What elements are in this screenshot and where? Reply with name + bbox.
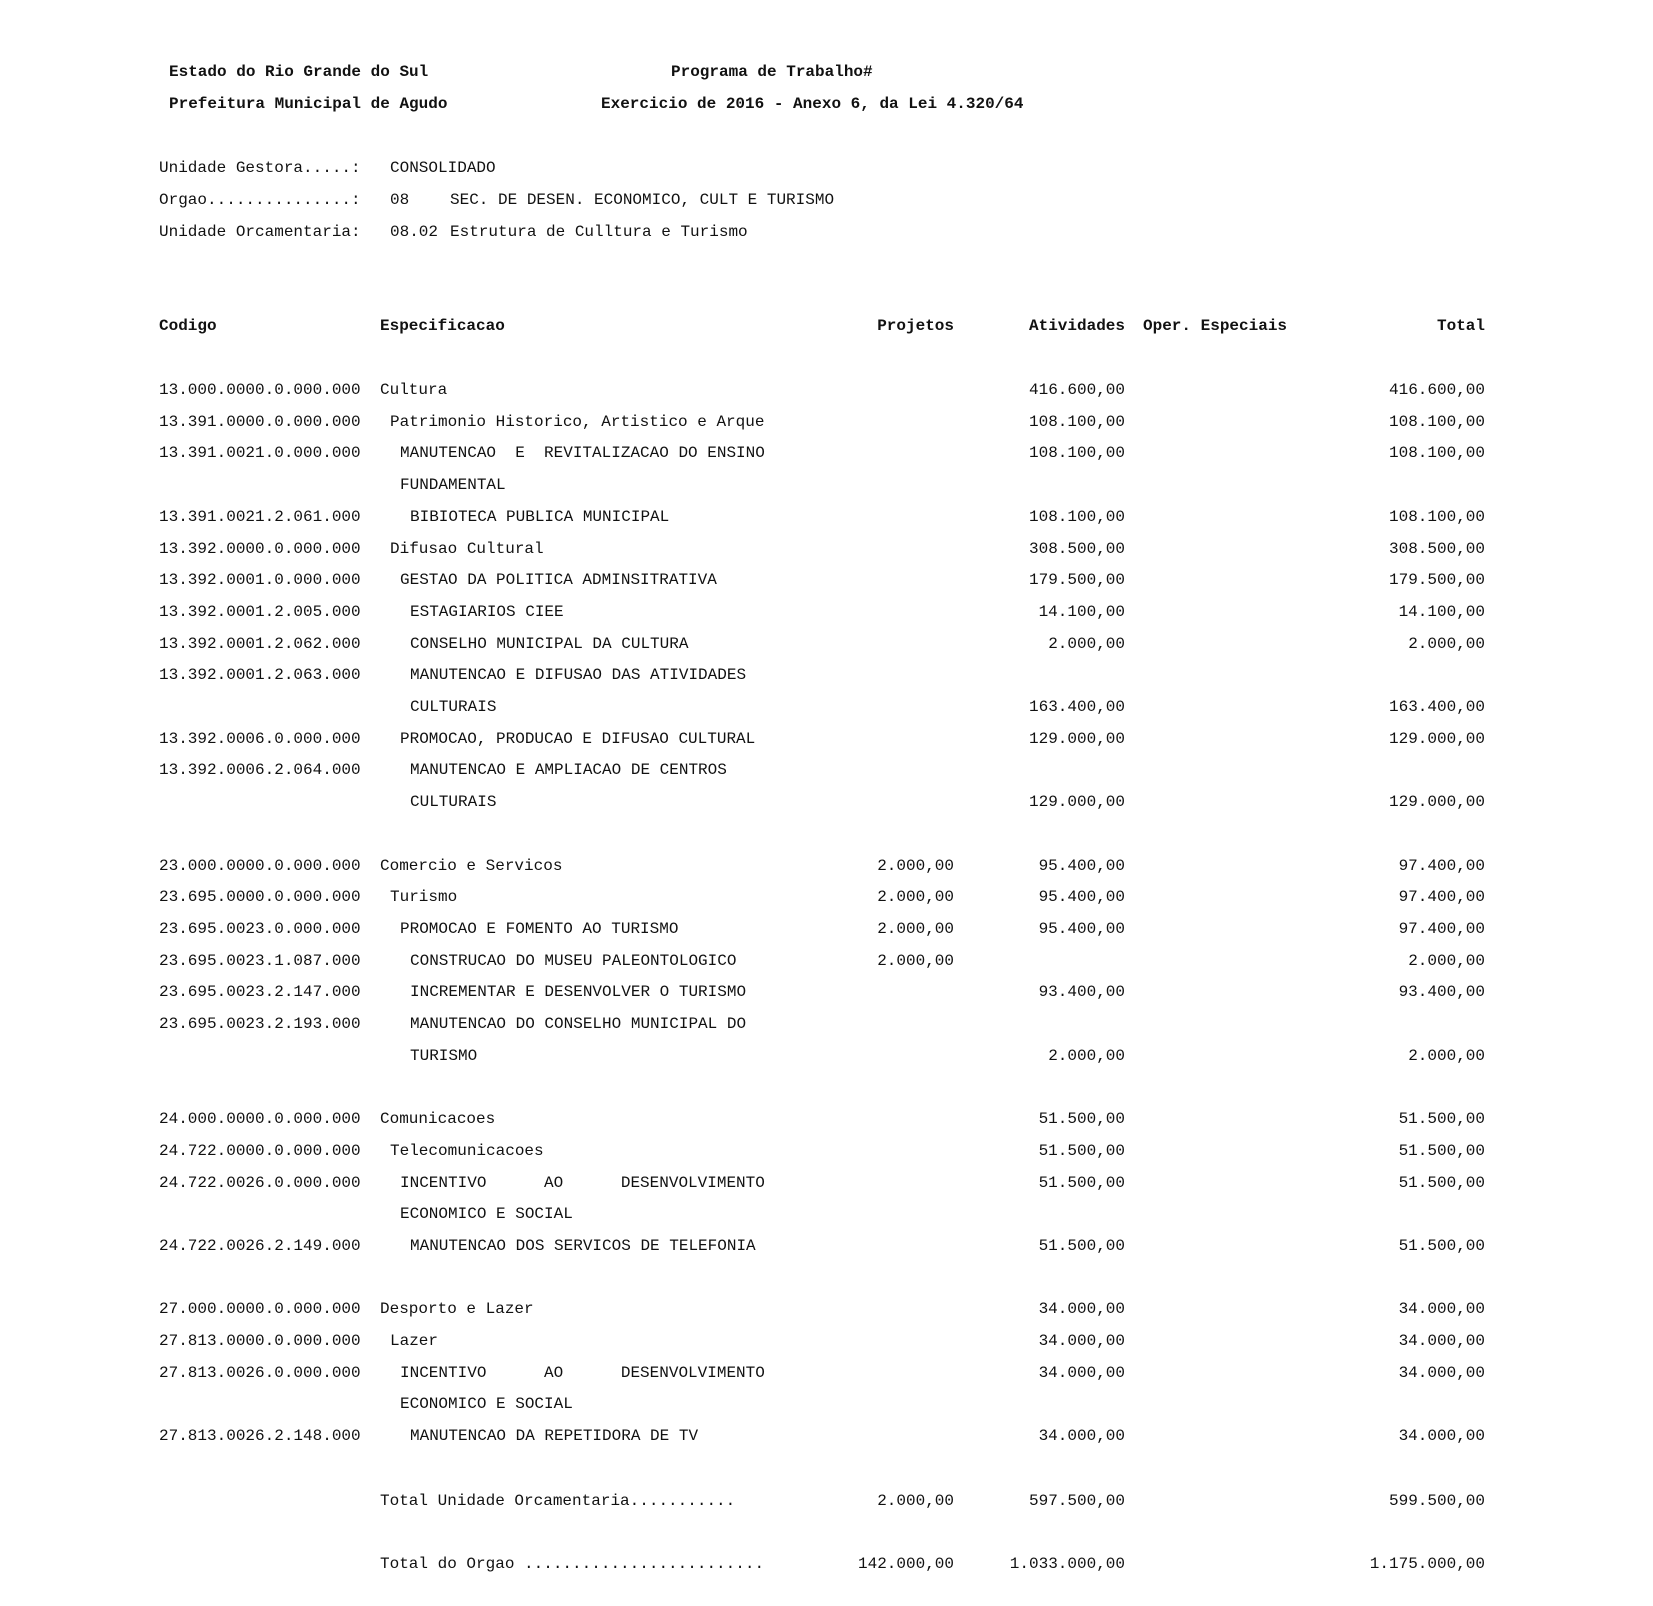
column-header-oper-especiais: Oper. Especiais bbox=[1143, 317, 1288, 335]
column-header-projetos: Projetos bbox=[877, 317, 954, 335]
row-total-value: 34.000,00 bbox=[1398, 1427, 1485, 1446]
total-atividades-value: 597.500,00 bbox=[1028, 1492, 1125, 1510]
info-value-orgao: SEC. DE DESEN. ECONOMICO, CULT E TURISMO bbox=[450, 191, 835, 209]
row-code: 13.391.0000.0.000.000 bbox=[159, 412, 361, 431]
row-total-value: 51.500,00 bbox=[1398, 1110, 1485, 1129]
row-specification: INCREMENTAR E DESENVOLVER O TURISMO bbox=[410, 983, 747, 1002]
row-code: 13.392.0006.2.064.000 bbox=[159, 761, 361, 780]
row-atividades-value: 95.400,00 bbox=[1038, 919, 1125, 938]
header-exercise: Exercicio de 2016 - Anexo 6, da Lei 4.320/64 bbox=[601, 95, 1024, 113]
row-code: 23.695.0023.0.000.000 bbox=[159, 919, 361, 938]
row-specification: ECONOMICO E SOCIAL bbox=[400, 1395, 573, 1414]
info-label-unidade: Unidade Orcamentaria: bbox=[159, 223, 361, 241]
row-specification: MANUTENCAO E REVITALIZACAO DO ENSINO bbox=[400, 444, 765, 463]
column-header-total: Total bbox=[1436, 317, 1485, 335]
header-prefecture: Prefeitura Municipal de Agudo bbox=[169, 95, 448, 113]
row-code: 24.722.0026.2.149.000 bbox=[159, 1236, 361, 1255]
row-total-value: 108.100,00 bbox=[1388, 444, 1485, 463]
row-total-value: 108.100,00 bbox=[1388, 507, 1485, 526]
row-specification: MANUTENCAO DO CONSELHO MUNICIPAL DO bbox=[410, 1015, 747, 1033]
row-specification: CONSELHO MUNICIPAL DA CULTURA bbox=[410, 634, 689, 653]
row-code: 24.000.0000.0.000.000 bbox=[159, 1110, 361, 1129]
row-specification: CONSTRUCAO DO MUSEU PALEONTOLOGICO bbox=[410, 951, 737, 970]
row-total-value: 179.500,00 bbox=[1388, 571, 1485, 590]
row-atividades-value: 108.100,00 bbox=[1028, 507, 1125, 526]
row-total-value: 34.000,00 bbox=[1398, 1300, 1485, 1319]
info-value-unidade: Estrutura de Culltura e Turismo bbox=[450, 223, 748, 241]
row-atividades-value: 108.100,00 bbox=[1028, 444, 1125, 463]
header-program: Programa de Trabalho# bbox=[671, 63, 873, 81]
row-specification: Lazer bbox=[390, 1332, 439, 1350]
row-specification: Telecomunicacoes bbox=[390, 1141, 544, 1160]
row-specification: PROMOCAO E FOMENTO AO TURISMO bbox=[400, 919, 679, 938]
row-atividades-value: 34.000,00 bbox=[1038, 1332, 1125, 1350]
total-label: Total Unidade Orcamentaria........... bbox=[380, 1492, 736, 1510]
total-atividades-value: 1.033.000,00 bbox=[1009, 1555, 1125, 1573]
row-specification: CULTURAIS bbox=[410, 698, 497, 716]
row-total-value: 2.000,00 bbox=[1408, 951, 1485, 970]
row-specification: GESTAO DA POLITICA ADMINSITRATIVA bbox=[400, 571, 717, 590]
column-header-atividades: Atividades bbox=[1028, 317, 1125, 335]
row-total-value: 108.100,00 bbox=[1388, 412, 1485, 431]
row-atividades-value: 95.400,00 bbox=[1038, 856, 1125, 875]
row-atividades-value: 51.500,00 bbox=[1038, 1173, 1125, 1192]
row-specification: Comercio e Servicos bbox=[380, 856, 563, 875]
row-atividades-value: 34.000,00 bbox=[1038, 1300, 1125, 1319]
row-atividades-value: 51.500,00 bbox=[1038, 1141, 1125, 1160]
row-code: 23.695.0023.2.147.000 bbox=[159, 983, 361, 1002]
row-code: 13.391.0021.0.000.000 bbox=[159, 444, 361, 463]
row-code: 13.392.0001.2.062.000 bbox=[159, 634, 361, 653]
row-total-value: 34.000,00 bbox=[1398, 1363, 1485, 1382]
column-header-codigo: Codigo bbox=[159, 317, 217, 335]
row-atividades-value: 51.500,00 bbox=[1038, 1110, 1125, 1129]
info-value-gestora: CONSOLIDADO bbox=[390, 159, 496, 177]
row-total-value: 129.000,00 bbox=[1388, 729, 1485, 748]
row-specification: PROMOCAO, PRODUCAO E DIFUSAO CULTURAL bbox=[400, 729, 756, 748]
total-projetos-value: 2.000,00 bbox=[877, 1492, 954, 1510]
row-total-value: 97.400,00 bbox=[1398, 888, 1485, 907]
row-specification: CULTURAIS bbox=[410, 793, 497, 812]
row-atividades-value: 416.600,00 bbox=[1028, 381, 1125, 399]
row-atividades-value: 34.000,00 bbox=[1038, 1427, 1125, 1446]
row-code: 13.392.0000.0.000.000 bbox=[159, 539, 361, 558]
row-specification: Cultura bbox=[380, 381, 448, 399]
row-atividades-value: 2.000,00 bbox=[1048, 634, 1125, 653]
row-total-value: 97.400,00 bbox=[1398, 856, 1485, 875]
info-code-orgao: 08 bbox=[390, 191, 410, 209]
row-code: 13.391.0021.2.061.000 bbox=[159, 507, 361, 526]
header-state: Estado do Rio Grande do Sul bbox=[169, 63, 429, 81]
row-code: 27.813.0026.0.000.000 bbox=[159, 1363, 361, 1382]
row-total-value: 93.400,00 bbox=[1398, 983, 1485, 1002]
row-specification: Difusao Cultural bbox=[390, 539, 544, 558]
column-header-especificacao: Especificacao bbox=[380, 317, 505, 335]
row-specification: MANUTENCAO E AMPLIACAO DE CENTROS bbox=[410, 761, 727, 780]
total-total-value: 1.175.000,00 bbox=[1369, 1555, 1485, 1573]
row-specification: ESTAGIARIOS CIEE bbox=[410, 602, 564, 621]
row-projetos-value: 2.000,00 bbox=[877, 888, 954, 907]
row-atividades-value: 308.500,00 bbox=[1028, 539, 1125, 558]
row-specification: INCENTIVO AO DESENVOLVIMENTO bbox=[400, 1363, 765, 1382]
info-code-unidade: 08.02 bbox=[390, 223, 439, 241]
row-specification: MANUTENCAO DOS SERVICOS DE TELEFONIA bbox=[410, 1236, 756, 1255]
row-total-value: 14.100,00 bbox=[1398, 602, 1485, 621]
row-atividades-value: 14.100,00 bbox=[1038, 602, 1125, 621]
row-total-value: 2.000,00 bbox=[1408, 634, 1485, 653]
row-code: 13.392.0001.2.063.000 bbox=[159, 666, 361, 685]
total-label: Total do Orgao ......................... bbox=[380, 1555, 765, 1573]
row-total-value: 51.500,00 bbox=[1398, 1141, 1485, 1160]
row-specification: BIBIOTECA PUBLICA MUNICIPAL bbox=[410, 507, 670, 526]
row-code: 23.000.0000.0.000.000 bbox=[159, 856, 361, 875]
row-code: 23.695.0023.2.193.000 bbox=[159, 1015, 361, 1033]
row-atividades-value: 93.400,00 bbox=[1038, 983, 1125, 1002]
row-code: 24.722.0000.0.000.000 bbox=[159, 1141, 361, 1160]
row-atividades-value: 51.500,00 bbox=[1038, 1236, 1125, 1255]
row-atividades-value: 163.400,00 bbox=[1028, 698, 1125, 716]
row-specification: INCENTIVO AO DESENVOLVIMENTO bbox=[400, 1173, 765, 1192]
total-projetos-value: 142.000,00 bbox=[857, 1555, 954, 1573]
row-specification: Desporto e Lazer bbox=[380, 1300, 534, 1319]
row-total-value: 51.500,00 bbox=[1398, 1173, 1485, 1192]
row-specification: FUNDAMENTAL bbox=[400, 476, 506, 495]
row-atividades-value: 129.000,00 bbox=[1028, 729, 1125, 748]
row-total-value: 34.000,00 bbox=[1398, 1332, 1485, 1350]
row-code: 27.813.0026.2.148.000 bbox=[159, 1427, 361, 1446]
row-code: 23.695.0023.1.087.000 bbox=[159, 951, 361, 970]
total-total-value: 599.500,00 bbox=[1388, 1492, 1485, 1510]
row-code: 13.000.0000.0.000.000 bbox=[159, 381, 361, 399]
row-total-value: 129.000,00 bbox=[1388, 793, 1485, 812]
row-atividades-value: 179.500,00 bbox=[1028, 571, 1125, 590]
row-specification: MANUTENCAO DA REPETIDORA DE TV bbox=[410, 1427, 699, 1446]
row-code: 13.392.0001.2.005.000 bbox=[159, 602, 361, 621]
row-code: 13.392.0006.0.000.000 bbox=[159, 729, 361, 748]
row-code: 27.000.0000.0.000.000 bbox=[159, 1300, 361, 1319]
row-total-value: 2.000,00 bbox=[1408, 1046, 1485, 1065]
row-projetos-value: 2.000,00 bbox=[877, 919, 954, 938]
row-total-value: 308.500,00 bbox=[1388, 539, 1485, 558]
row-code: 23.695.0000.0.000.000 bbox=[159, 888, 361, 907]
row-code: 24.722.0026.0.000.000 bbox=[159, 1173, 361, 1192]
row-atividades-value: 129.000,00 bbox=[1028, 793, 1125, 812]
row-specification: Comunicacoes bbox=[380, 1110, 496, 1129]
row-code: 13.392.0001.0.000.000 bbox=[159, 571, 361, 590]
row-atividades-value: 108.100,00 bbox=[1028, 412, 1125, 431]
info-label-gestora: Unidade Gestora.....: bbox=[159, 159, 361, 177]
row-atividades-value: 95.400,00 bbox=[1038, 888, 1125, 907]
row-atividades-value: 2.000,00 bbox=[1048, 1046, 1125, 1065]
row-specification: MANUTENCAO E DIFUSAO DAS ATIVIDADES bbox=[410, 666, 747, 685]
row-specification: Turismo bbox=[390, 888, 458, 907]
row-total-value: 51.500,00 bbox=[1398, 1236, 1485, 1255]
info-label-orgao: Orgao...............: bbox=[159, 191, 361, 209]
row-code: 27.813.0000.0.000.000 bbox=[159, 1332, 361, 1350]
row-specification: TURISMO bbox=[410, 1046, 478, 1065]
row-specification: ECONOMICO E SOCIAL bbox=[400, 1205, 573, 1224]
row-total-value: 163.400,00 bbox=[1388, 698, 1485, 716]
row-projetos-value: 2.000,00 bbox=[877, 856, 954, 875]
row-specification: Patrimonio Historico, Artistico e Arque bbox=[390, 412, 765, 431]
row-projetos-value: 2.000,00 bbox=[877, 951, 954, 970]
row-total-value: 416.600,00 bbox=[1388, 381, 1485, 399]
row-atividades-value: 34.000,00 bbox=[1038, 1363, 1125, 1382]
row-total-value: 97.400,00 bbox=[1398, 919, 1485, 938]
